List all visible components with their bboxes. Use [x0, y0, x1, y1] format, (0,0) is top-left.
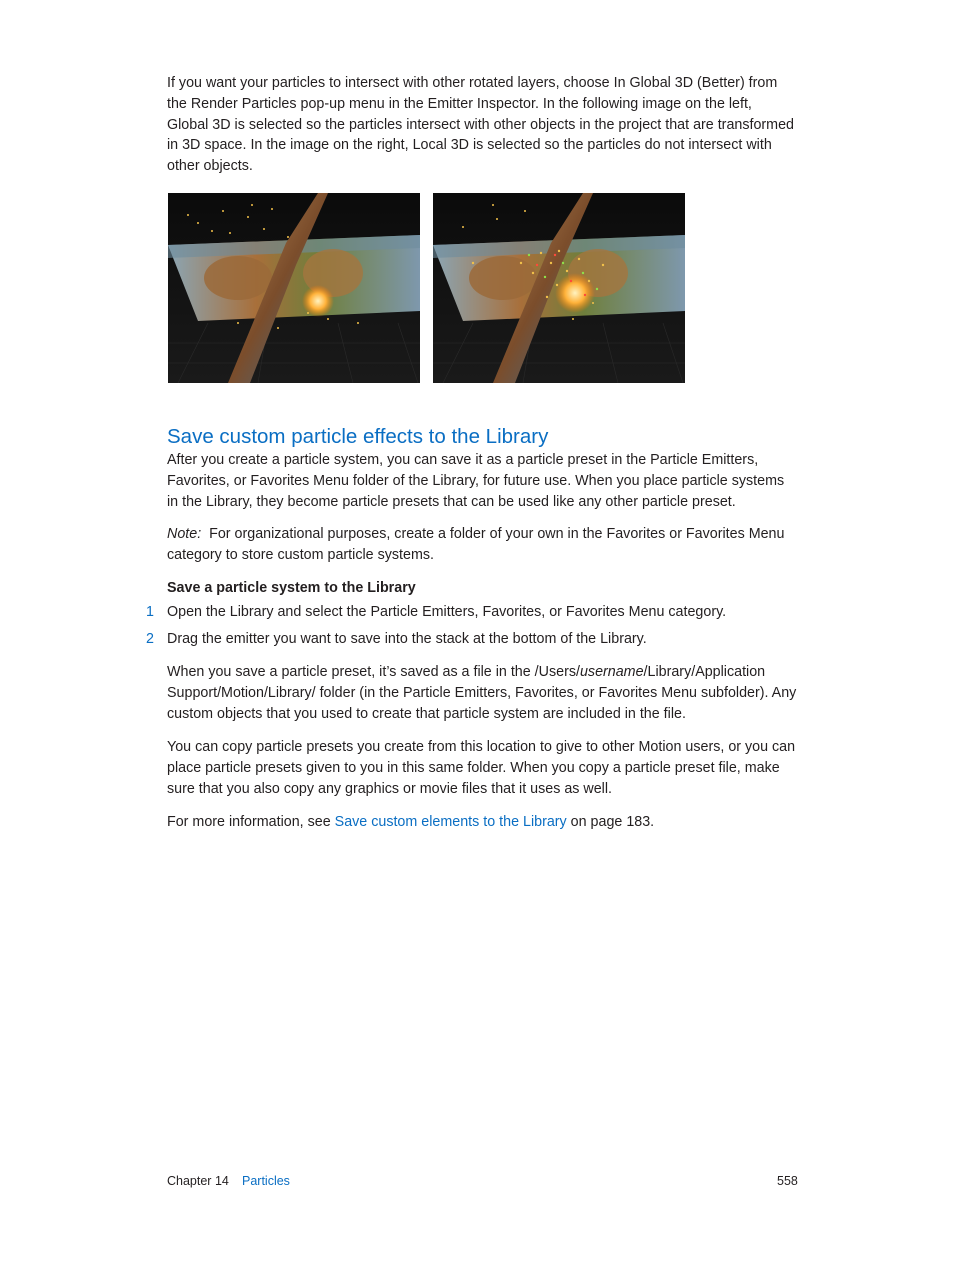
- step-text: Drag the emitter you want to save into the stack at the bottom of the Library.: [167, 631, 647, 647]
- more-info-paragraph: [167, 812, 797, 833]
- local-3d-image: [433, 193, 685, 383]
- footer-chapter: Chapter 14: [167, 1174, 229, 1188]
- section-heading: Save custom particle effects to the Library: [167, 425, 549, 448]
- username-placeholder: username: [579, 664, 644, 680]
- footer-section-link[interactable]: Particles: [242, 1174, 290, 1188]
- save-location-paragraph: [167, 662, 797, 724]
- body-paragraph: After you create a particle system, you can save it as a particle preset in the Particle Emitters, Favorites, or Favorites Menu folder of the Library, for future use. When you place particle systems in the Library, they become particle presets that can be used like any other particle preset.: [167, 452, 785, 510]
- page-number: 558: [777, 1174, 798, 1188]
- step-number: 2: [146, 631, 154, 647]
- note-text: For organizational purposes, create a folder of your own in the Favorites or Favorites Menu category to store custom particle systems.: [167, 526, 785, 563]
- copy-paragraph: You can copy particle presets you create from this location to give to other Motion users, or you can place particle presets given to you in this same folder. When you copy a particle preset file, make sure that you also copy any graphics or movie files that it uses as well.: [167, 739, 796, 797]
- list-item: [146, 629, 806, 650]
- save-custom-elements-link[interactable]: Save custom elements to the Library: [334, 814, 567, 830]
- save-para-text: When you save a particle preset, it’s saved as a file in the /Users/: [167, 664, 580, 680]
- intro-paragraph: If you want your particles to intersect with other rotated layers, choose In Global 3D (Better) from the Render Particles pop-up menu in the Emitter Inspector. In the following image on the left, Global 3D is selected so the particles intersect with other objects in the project that are transformed in 3D space. In the image on the right, Local 3D is selected so the particles do not intersect with other objects.: [167, 75, 794, 175]
- global-3d-image: [168, 193, 420, 383]
- save-para-text: /Library/Application Support/Motion/Library/ folder (in the Particle Emitters, Favorites, or Favorites Menu subfolder). Any custom objects that you used to create that particle system are included in the file.: [167, 664, 797, 722]
- step-number: 1: [146, 604, 154, 620]
- note-label: Note:: [167, 526, 202, 542]
- more-info-text: For more information, see: [167, 814, 335, 830]
- more-info-text: on page 183.: [566, 814, 655, 830]
- step-text: Open the Library and select the Particle Emitters, Favorites, or Favorites Menu category.: [167, 604, 727, 620]
- task-heading: Save a particle system to the Library: [167, 580, 416, 596]
- note-paragraph: [167, 524, 797, 566]
- list-item: [146, 602, 806, 623]
